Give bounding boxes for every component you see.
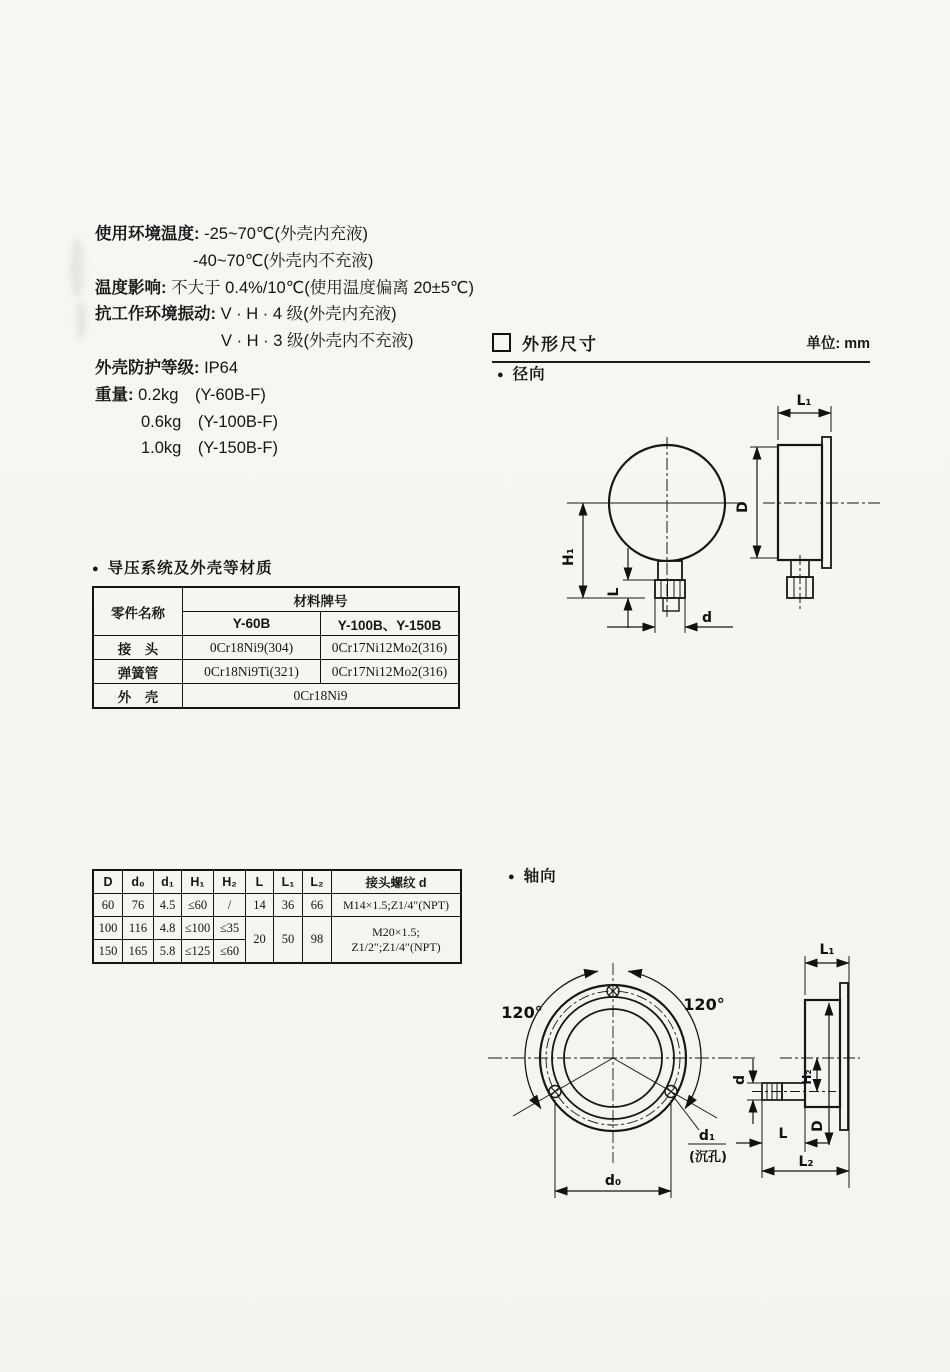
cell-L2: 66 (303, 894, 332, 917)
axial-dim-labels (501, 942, 834, 1189)
spec-value: 0.6kg (Y-100B-F) (141, 412, 278, 431)
spec-ambient-temp (95, 221, 535, 248)
mounting-flange (840, 983, 848, 1130)
outline-dimensions-header (492, 330, 870, 363)
cell-H2: ≤35 (214, 917, 246, 940)
d1-note-label: (沉孔) (689, 1150, 727, 1165)
header-thread: 接头螺纹 d (332, 870, 462, 894)
D-dim-label: D (735, 501, 751, 513)
h1-dim-label: H₁ (561, 548, 577, 566)
thread-tip (663, 598, 679, 611)
cell-D: 60 (93, 894, 123, 917)
radial-label-text: 径向 (512, 366, 546, 383)
unit-label: 单位: mm (806, 336, 870, 352)
header-L2: L₂ (303, 870, 332, 894)
header-L: L (246, 870, 274, 894)
header-H1: H₁ (182, 870, 214, 894)
spec-value: -25~70℃(外壳内充液) (204, 225, 368, 243)
table-row (93, 917, 461, 940)
cell-H1: ≤60 (182, 894, 214, 917)
bolt-hole-cross (667, 1088, 675, 1096)
cell-L: 14 (246, 894, 274, 917)
cell-d1: 4.8 (154, 917, 182, 940)
axial-section-label (508, 864, 557, 886)
axial-label-text: 轴向 (523, 868, 557, 885)
cell-L1-merged: 50 (274, 917, 303, 964)
header-material-grade: 材料牌号 (183, 587, 459, 612)
radial-side-view (750, 406, 881, 612)
spec-label: 使用环境温度: (95, 225, 200, 243)
spec-label: 重量: (95, 385, 134, 404)
radial-line-left (513, 1058, 613, 1116)
h2-dim-label: H₂ (800, 1069, 814, 1085)
dot-bullet-icon: ● (497, 369, 505, 381)
cell-material: 0Cr18Ni9(304) (183, 636, 321, 660)
header-H2: H₂ (214, 870, 246, 894)
cell-H1: ≤125 (182, 940, 214, 964)
spec-value: 0.2kg (Y-60B-F) (138, 385, 266, 404)
spec-weight-2 (95, 409, 535, 436)
thread-line1: M20×1.5; (372, 924, 420, 939)
table-row (93, 660, 459, 684)
spec-weight-3 (95, 435, 535, 462)
l1-dim-label: L₁ (796, 393, 812, 409)
radial-drawing (555, 390, 890, 642)
cell-H2: / (214, 894, 246, 917)
spec-value: 1.0kg (Y-150B-F) (141, 439, 278, 458)
spec-value: V · H · 3 级(外壳内不充液) (221, 332, 414, 351)
section-title: 外形尺寸 (522, 335, 598, 354)
materials-table (92, 586, 460, 709)
table-row (93, 870, 461, 894)
dot-bullet-icon: ● (92, 563, 100, 575)
cell-material: 0Cr17Ni12Mo2(316) (321, 636, 459, 660)
radial-front-view (567, 437, 741, 633)
spec-value: IP64 (204, 358, 239, 377)
cell-d0: 165 (123, 940, 154, 964)
table-row (93, 636, 459, 660)
cell-D: 100 (93, 917, 123, 940)
spec-value: 不大于 0.4%/10℃(使用温度偏离 20±5℃) (171, 278, 474, 297)
cell-material: 0Cr17Ni12Mo2(316) (321, 660, 459, 684)
dimensions-table (92, 869, 462, 964)
cell-L2-merged: 98 (303, 917, 332, 964)
cell-material: 0Cr18Ni9Ti(321) (183, 660, 321, 684)
spec-label: 抗工作环境振动: (95, 305, 216, 324)
table-row (93, 587, 459, 612)
d1-dim-label: d₁ (698, 1128, 716, 1144)
cell-d1: 5.8 (154, 940, 182, 964)
cell-d1: 4.5 (154, 894, 182, 917)
radial-dim-labels (561, 393, 812, 626)
cell-thread: M14×1.5;Z1/4″(NPT) (332, 894, 462, 917)
spec-temp-influence (95, 275, 535, 302)
spec-label: 外壳防护等级: (95, 358, 200, 377)
header-D: D (93, 870, 123, 894)
D-dim-label: D (810, 1120, 826, 1132)
spec-protection (95, 355, 535, 382)
thread-line2: Z1/2″;Z1/4″(NPT) (351, 939, 441, 954)
cell-material: 0Cr18Ni9 (183, 684, 459, 709)
l1-dim-label: L₁ (819, 942, 835, 958)
angle-left-label: 120° (501, 1003, 543, 1022)
d-dim-label: d (732, 1074, 748, 1086)
cell-L1: 36 (274, 894, 303, 917)
spec-ambient-temp-2 (95, 248, 535, 275)
stem-neck (658, 561, 682, 580)
spec-text-block (95, 221, 535, 462)
bolt-hole-cross (551, 1088, 559, 1096)
table-row (93, 684, 459, 709)
l2-dim-label: L₂ (798, 1154, 814, 1170)
cell-part: 弹簧管 (93, 660, 183, 684)
l-dim-label: L (606, 587, 622, 597)
cell-H2: ≤60 (214, 940, 246, 964)
d0-dim-label: d₀ (604, 1173, 622, 1189)
thread-hatching (661, 580, 680, 598)
cell-thread-merged (332, 917, 462, 964)
cell-part: 外 壳 (93, 684, 183, 709)
radial-section-label (497, 362, 546, 384)
case-body (805, 1000, 840, 1107)
header-y100-150: Y-100B、Y-150B (321, 612, 459, 636)
spec-weight (95, 382, 535, 409)
scan-smudge (70, 238, 84, 298)
materials-title-text: 导压系统及外壳等材质 (107, 560, 273, 577)
table-row (93, 894, 461, 917)
spec-vibration-2 (95, 328, 535, 355)
cell-L-merged: 20 (246, 917, 274, 964)
axial-drawing (480, 940, 950, 1208)
cell-H1: ≤100 (182, 917, 214, 940)
dot-bullet-icon: ● (508, 871, 516, 883)
spec-value: -40~70℃(外壳内不充液) (193, 251, 374, 270)
spec-value: V · H · 4 级(外壳内充液) (220, 305, 397, 324)
scan-smudge (76, 300, 86, 340)
header-d0: d₀ (123, 870, 154, 894)
materials-section-label (92, 556, 273, 578)
header-d1: d₁ (154, 870, 182, 894)
cell-d0: 76 (123, 894, 154, 917)
l-dim-label: L (778, 1126, 788, 1142)
cell-D: 150 (93, 940, 123, 964)
angle-right-label: 120° (683, 995, 725, 1014)
d1-leader-line (673, 1096, 699, 1130)
spec-vibration (95, 301, 535, 328)
square-bullet-icon (492, 333, 511, 352)
header-L1: L₁ (274, 870, 303, 894)
spec-label: 温度影响: (95, 278, 167, 297)
cell-d0: 116 (123, 917, 154, 940)
cell-part: 接 头 (93, 636, 183, 660)
header-y60b: Y-60B (183, 612, 321, 636)
header-part-name: 零件名称 (93, 587, 183, 636)
d-dim-label: d (702, 610, 713, 626)
